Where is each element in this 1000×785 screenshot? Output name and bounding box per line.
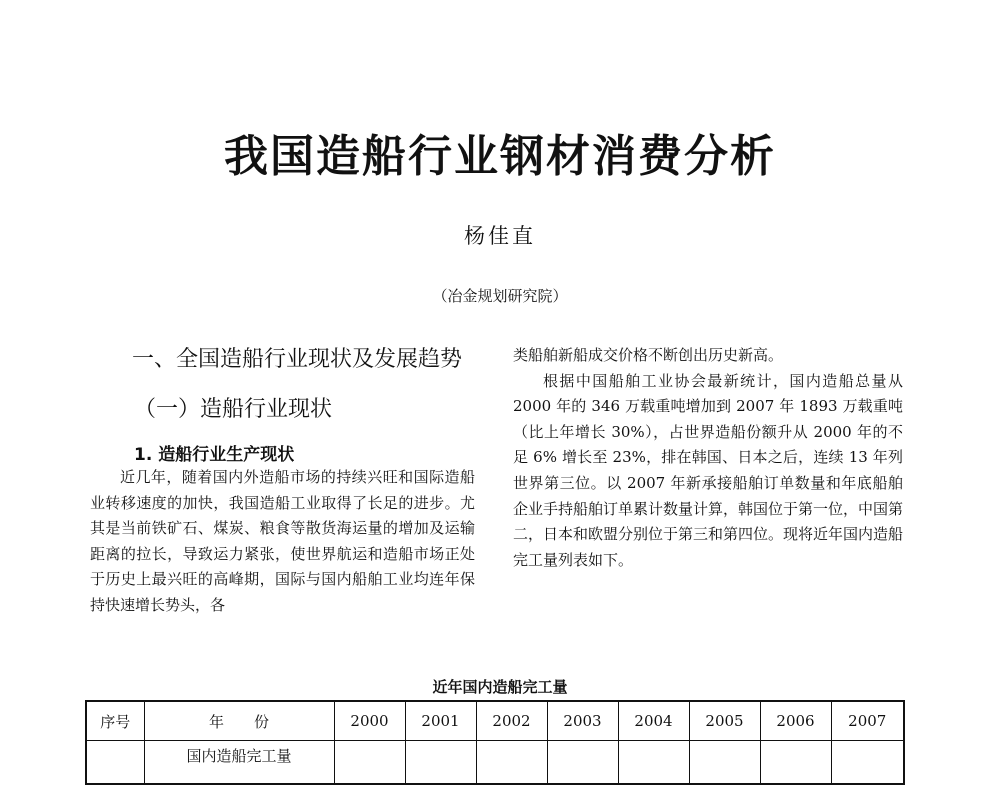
table-header-cell: 2005 xyxy=(689,701,760,741)
table-header-cell: 2006 xyxy=(760,701,831,741)
shipbuilding-completion-table xyxy=(85,700,905,785)
table-cell xyxy=(476,741,547,785)
table-cell xyxy=(334,741,405,785)
table-cell xyxy=(689,741,760,785)
table-header-cell: 2003 xyxy=(547,701,618,741)
table-cell xyxy=(405,741,476,785)
table-header-row xyxy=(86,701,904,741)
table-header-cell: 2007 xyxy=(831,701,904,741)
table-header-cell: 2001 xyxy=(405,701,476,741)
table-cell xyxy=(760,741,831,785)
table-header-cell: 序号 xyxy=(86,701,144,741)
article-title: 我国造船行业钢材消费分析 xyxy=(224,131,776,182)
table-cell xyxy=(86,741,144,785)
body-paragraph: 近几年，随着国内外造船市场的持续兴旺和国际造船业转移速度的加快，我国造船工业取得了长足的进步。尤其是当前铁矿石、煤炭、粮食等散货海运量的增加及运输距离的拉长，导致运力紧张，使世界航运和造船市场正处于历史上最兴旺的高峰期，国际与国内船舶工业均连年保持快速增长势头，各 xyxy=(90,468,475,614)
table-header-cell: 2002 xyxy=(476,701,547,741)
table-row xyxy=(86,741,904,785)
table-header-cell: 2000 xyxy=(334,701,405,741)
table-header-cell: 年 份 xyxy=(144,701,334,741)
section-heading-2: （一）造船行业现状 xyxy=(134,397,333,422)
section-heading-3: 1. 造船行业生产现状 xyxy=(134,445,295,465)
author-affiliation: （冶金规划研究院） xyxy=(432,287,568,305)
table-row-label: 国内造船完工量 xyxy=(144,741,334,785)
author-name: 杨佳直 xyxy=(464,224,536,248)
table-cell xyxy=(831,741,904,785)
left-column xyxy=(90,465,475,619)
body-paragraph-continued: 类船舶新船成交价格不断创出历史新高。 xyxy=(513,346,784,364)
table-header-cell: 2004 xyxy=(618,701,689,741)
section-heading-1: 一、全国造船行业现状及发展趋势 xyxy=(132,347,463,372)
table-cell xyxy=(618,741,689,785)
body-paragraph: 根据中国船舶工业协会最新统计，国内造船总量从 2000 年的 346 万载重吨增加到 2007 年 1893 万载重吨（比上年增长 30%），占世界造船份额升从 2000 年的不足 6% 增长至 23%，排在韩国、日本之后，连续 13 年列世界第三位。以 2007 年新承接船舶订单数量和年底船舶企业手持船舶订单累计数量计算，韩国位于第一位，中国第二，日本和欧盟分别位于第三和第四位。现将近年国内造船完工量列表如下。 xyxy=(513,371,904,569)
right-column xyxy=(513,343,903,573)
table-cell xyxy=(547,741,618,785)
table-caption: 近年国内造船完工量 xyxy=(432,678,568,696)
